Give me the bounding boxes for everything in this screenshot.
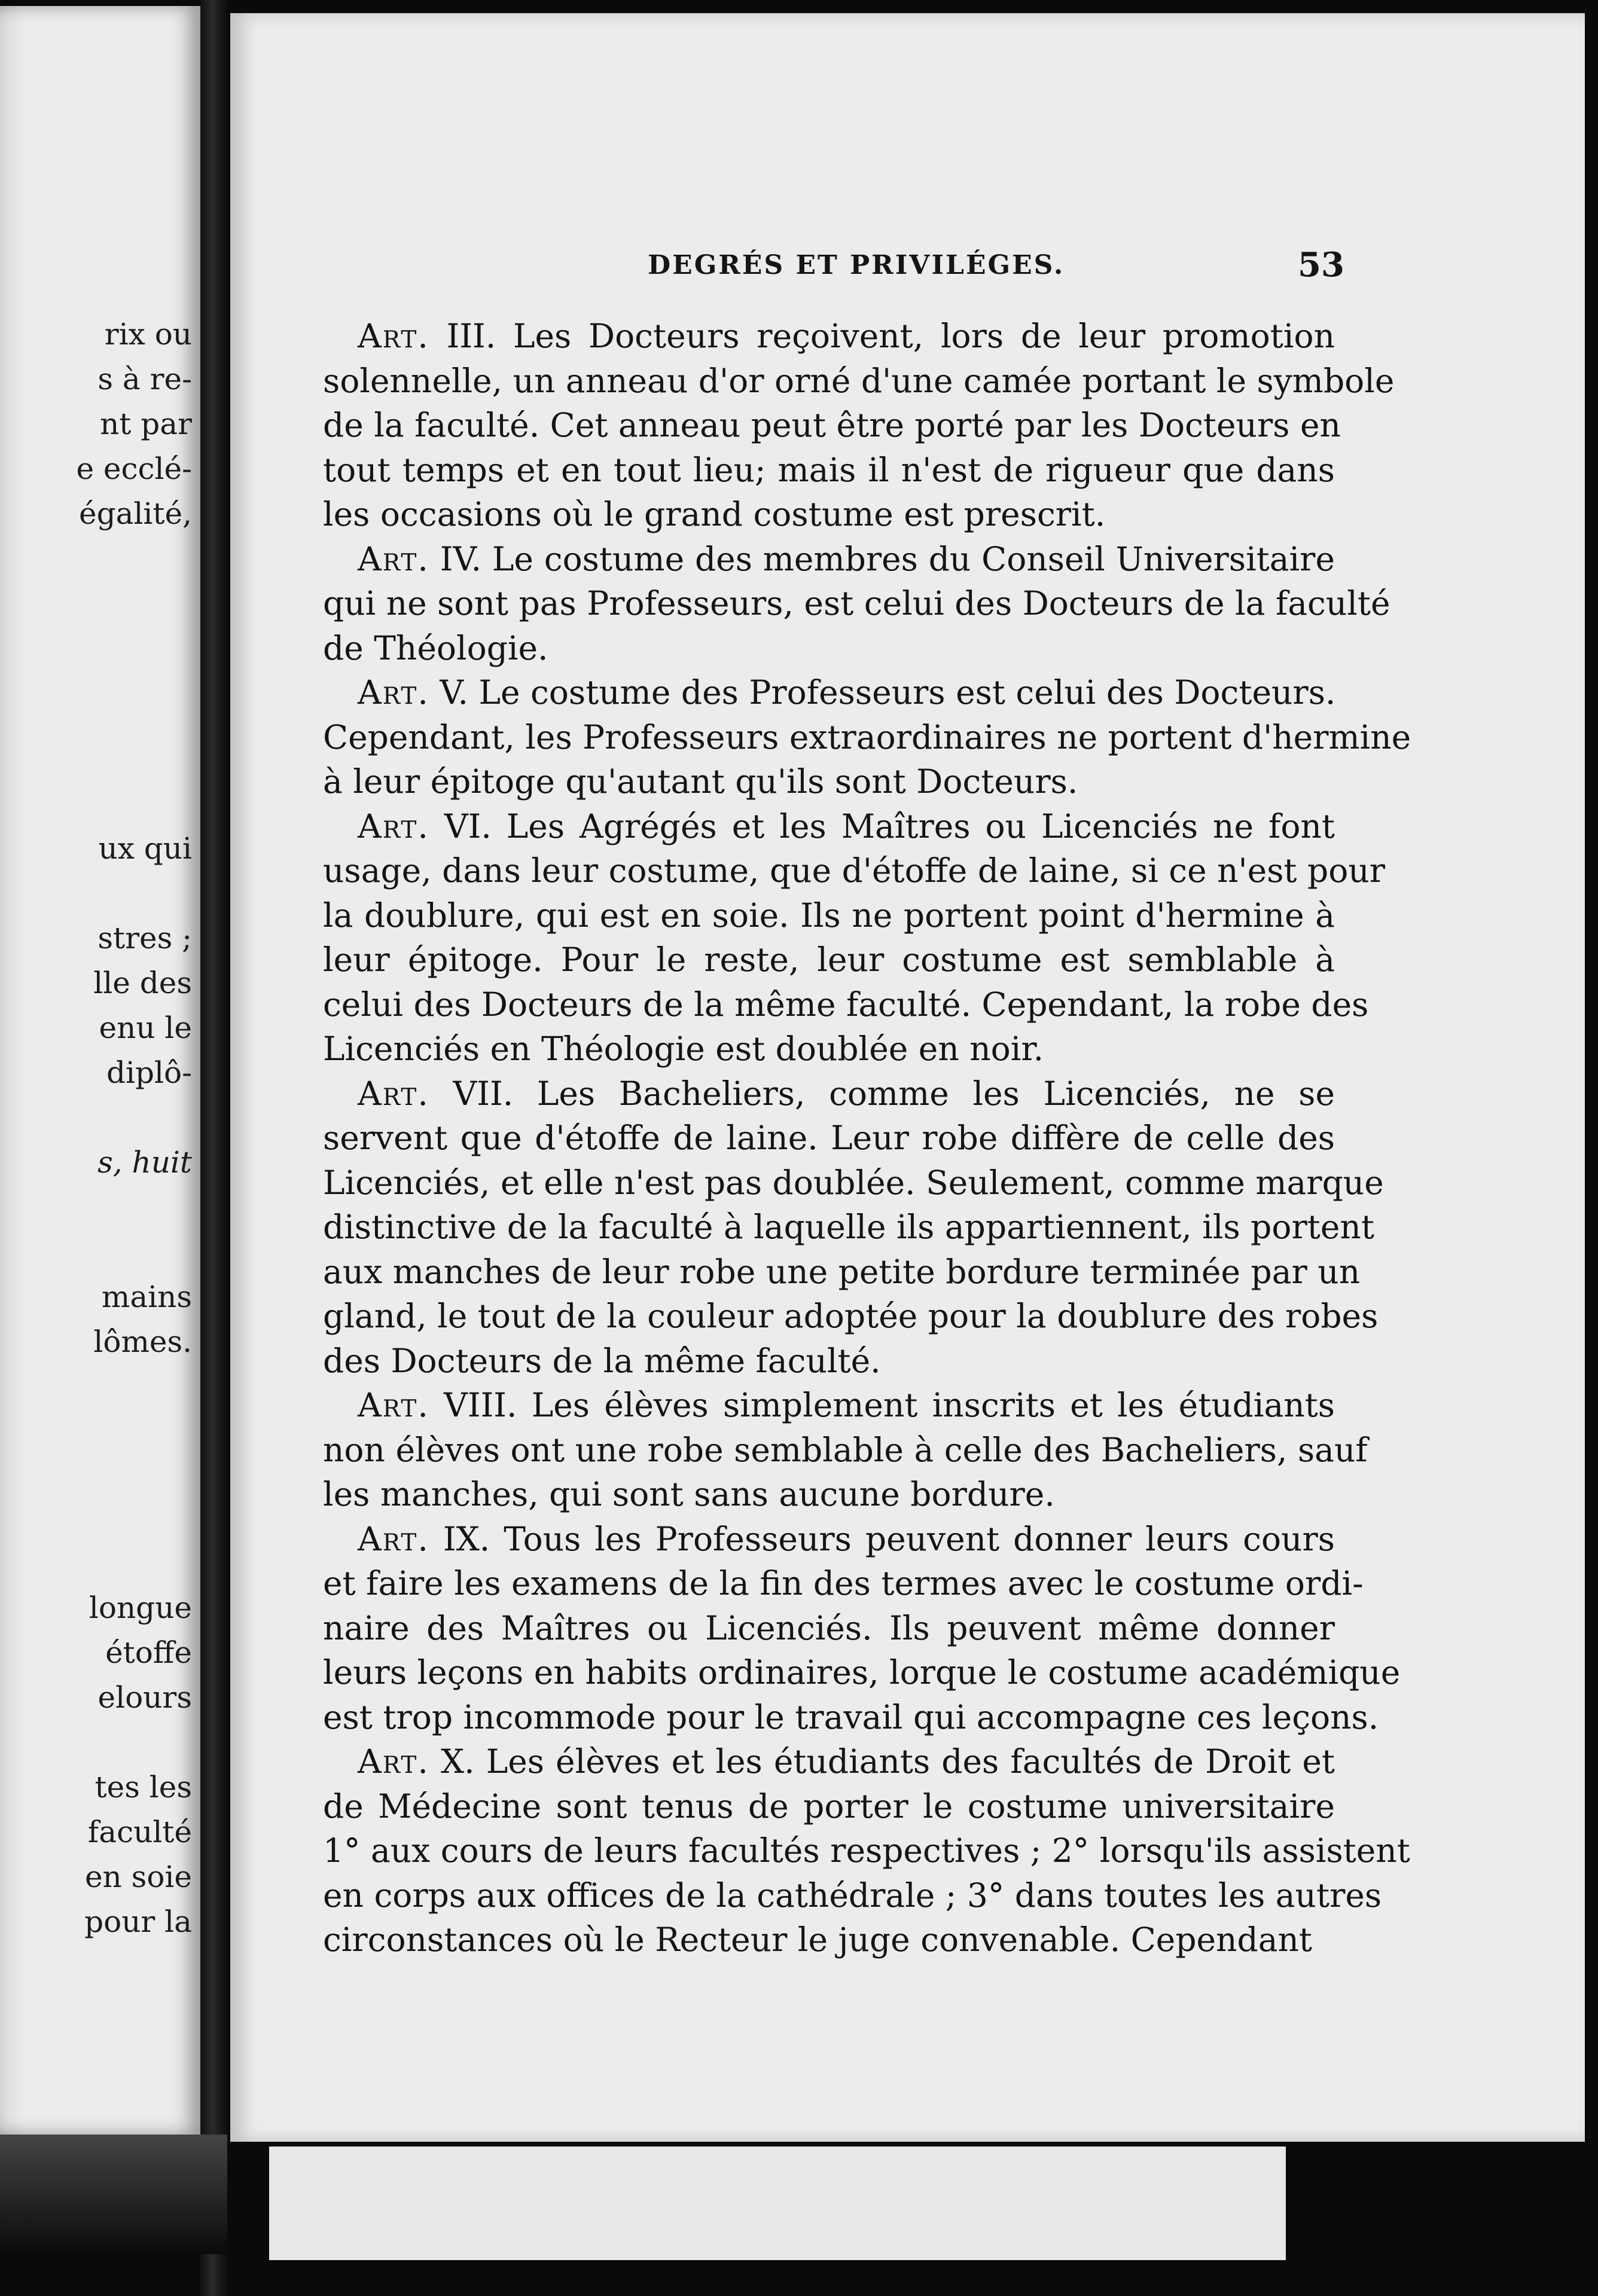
- previous-page-line: s à re-: [97, 362, 192, 396]
- previous-page-line: étoffe: [105, 1635, 192, 1670]
- page-body: [323, 314, 1411, 1962]
- page-number: 53: [1298, 245, 1344, 285]
- article-label: Art.: [358, 317, 429, 355]
- book-gutter: [200, 0, 227, 2296]
- previous-page-line: rix ou: [104, 317, 192, 352]
- article-line: tout temps et en tout lieu; mais il n'est de rigueur que dans: [323, 450, 1335, 489]
- previous-page-line: e ecclé-: [76, 451, 192, 486]
- previous-page-line: s, huit: [97, 1145, 192, 1180]
- article-line: 1° aux cours de leurs facultés respectives ; 2° lorsqu'ils assistent: [323, 1831, 1410, 1870]
- article-line: de Médecine sont tenus de porter le costume universitaire: [323, 1787, 1335, 1825]
- article-line-text: VI. Les Agrégés et les Maîtres ou Licenciés ne font: [444, 807, 1335, 845]
- article-first-line: [323, 1739, 1335, 1784]
- previous-page-line: tes les: [94, 1770, 192, 1805]
- article-line: Licenciés en Théologie est doublée en noir.: [323, 1030, 1044, 1068]
- article-line: Licenciés, et elle n'est pas doublée. Seulement, comme marque: [323, 1163, 1384, 1202]
- article-line: la doublure, qui est en soie. Ils ne portent point d'hermine à: [323, 896, 1335, 935]
- article-first-line: [323, 1071, 1335, 1116]
- previous-page-line: pour la: [84, 1904, 192, 1939]
- previous-page-line: ux qui: [98, 831, 192, 866]
- article-first-line: [323, 1517, 1335, 1562]
- article-line: circonstances où le Recteur le juge convenable. Cependant: [323, 1921, 1313, 1959]
- article-line: leurs leçons en habits ordinaires, lorque le costume académique: [323, 1653, 1401, 1692]
- book-edge: [0, 2135, 227, 2254]
- article-line-text: IX. Tous les Professeurs peuvent donner leurs cours: [443, 1519, 1335, 1558]
- article-line: les occasions où le grand costume est prescrit.: [323, 495, 1106, 533]
- article-line: leur épitoge. Pour le reste, leur costume est semblable à: [323, 941, 1335, 979]
- page-lower-edge: [269, 2147, 1286, 2260]
- article-line-text: III. Les Docteurs reçoivent, lors de leur promotion: [446, 317, 1335, 355]
- previous-page-line: longue: [89, 1590, 192, 1625]
- previous-page-line: nt par: [100, 407, 192, 441]
- article-line: Cependant, les Professeurs extraordinaires ne portent d'hermine: [323, 718, 1411, 756]
- article-line-text: X. Les élèves et les étudiants des facultés de Droit et: [440, 1742, 1335, 1781]
- previous-page-line: mains: [101, 1280, 192, 1314]
- article-label: Art.: [358, 807, 429, 845]
- article-line: les manches, qui sont sans aucune bordure.: [323, 1475, 1055, 1513]
- article-label: Art.: [358, 1386, 429, 1424]
- previous-page-line: stres ;: [97, 921, 192, 955]
- article-label: Art.: [358, 539, 429, 578]
- article-line: usage, dans leur costume, que d'étoffe de laine, si ce n'est pour: [323, 851, 1386, 890]
- article-line: en corps aux offices de la cathédrale ; 3° dans toutes les autres: [323, 1876, 1382, 1915]
- article-label: Art.: [358, 673, 429, 712]
- article-first-line: [323, 314, 1335, 359]
- article-label: Art.: [358, 1742, 429, 1781]
- article-line: est trop incommode pour le travail qui accompagne ces leçons.: [323, 1697, 1379, 1736]
- running-header: DEGRÉS ET PRIVILÉGES.: [648, 250, 1065, 280]
- article-line-text: V. Le costume des Professeurs est celui des Docteurs.: [440, 673, 1336, 712]
- article-line: non élèves ont une robe semblable à celle des Bacheliers, sauf: [323, 1430, 1368, 1469]
- article-line: qui ne sont pas Professeurs, est celui des Docteurs de la faculté: [323, 584, 1390, 622]
- previous-page-line: diplô-: [106, 1055, 192, 1090]
- page-shadow: [0, 6, 24, 2135]
- previous-page-line: en soie: [84, 1860, 192, 1894]
- article-line: de la faculté. Cet anneau peut être porté par les Docteurs en: [323, 406, 1341, 444]
- article-label: Art.: [358, 1074, 429, 1113]
- article-first-line: [323, 537, 1335, 582]
- article-line: aux manches de leur robe une petite bordure terminée par un: [323, 1252, 1361, 1291]
- article-label: Art.: [358, 1519, 429, 1558]
- article-line-text: VIII. Les élèves simplement inscrits et les étudiants: [444, 1386, 1335, 1424]
- article-first-line: [323, 804, 1335, 849]
- article-line: distinctive de la faculté à laquelle ils appartiennent, ils portent: [323, 1208, 1374, 1246]
- article-line: des Docteurs de la même faculté.: [323, 1341, 881, 1380]
- article-line: naire des Maîtres ou Licenciés. Ils peuvent même donner: [323, 1608, 1335, 1647]
- previous-page-line: enu le: [99, 1010, 192, 1045]
- article-line: et faire les examens de la fin des termes avec le costume ordi-: [323, 1564, 1364, 1602]
- article-line: à leur épitoge qu'autant qu'ils sont Docteurs.: [323, 762, 1078, 801]
- article-line-text: IV. Le costume des membres du Conseil Universitaire: [440, 539, 1335, 578]
- previous-page-line: faculté: [87, 1815, 192, 1849]
- previous-page-line: lle des: [93, 966, 192, 1000]
- article-line: servent que d'étoffe de laine. Leur robe diffère de celle des: [323, 1119, 1335, 1157]
- article-line: gland, le tout de la couleur adoptée pour la doublure des robes: [323, 1297, 1379, 1335]
- article-line: celui des Docteurs de la même faculté. Cependant, la robe des: [323, 985, 1369, 1024]
- previous-page-fragment: [0, 6, 200, 2135]
- article-line: de Théologie.: [323, 628, 548, 667]
- previous-page-line: lômes.: [93, 1324, 192, 1359]
- article-first-line: [323, 670, 1335, 715]
- previous-page-line: elours: [97, 1680, 192, 1715]
- article-line-text: VII. Les Bacheliers, comme les Licenciés, ne se: [453, 1074, 1335, 1113]
- previous-page-line: égalité,: [79, 496, 192, 531]
- article-first-line: [323, 1383, 1335, 1428]
- article-line: solennelle, un anneau d'or orné d'une camée portant le symbole: [323, 361, 1395, 400]
